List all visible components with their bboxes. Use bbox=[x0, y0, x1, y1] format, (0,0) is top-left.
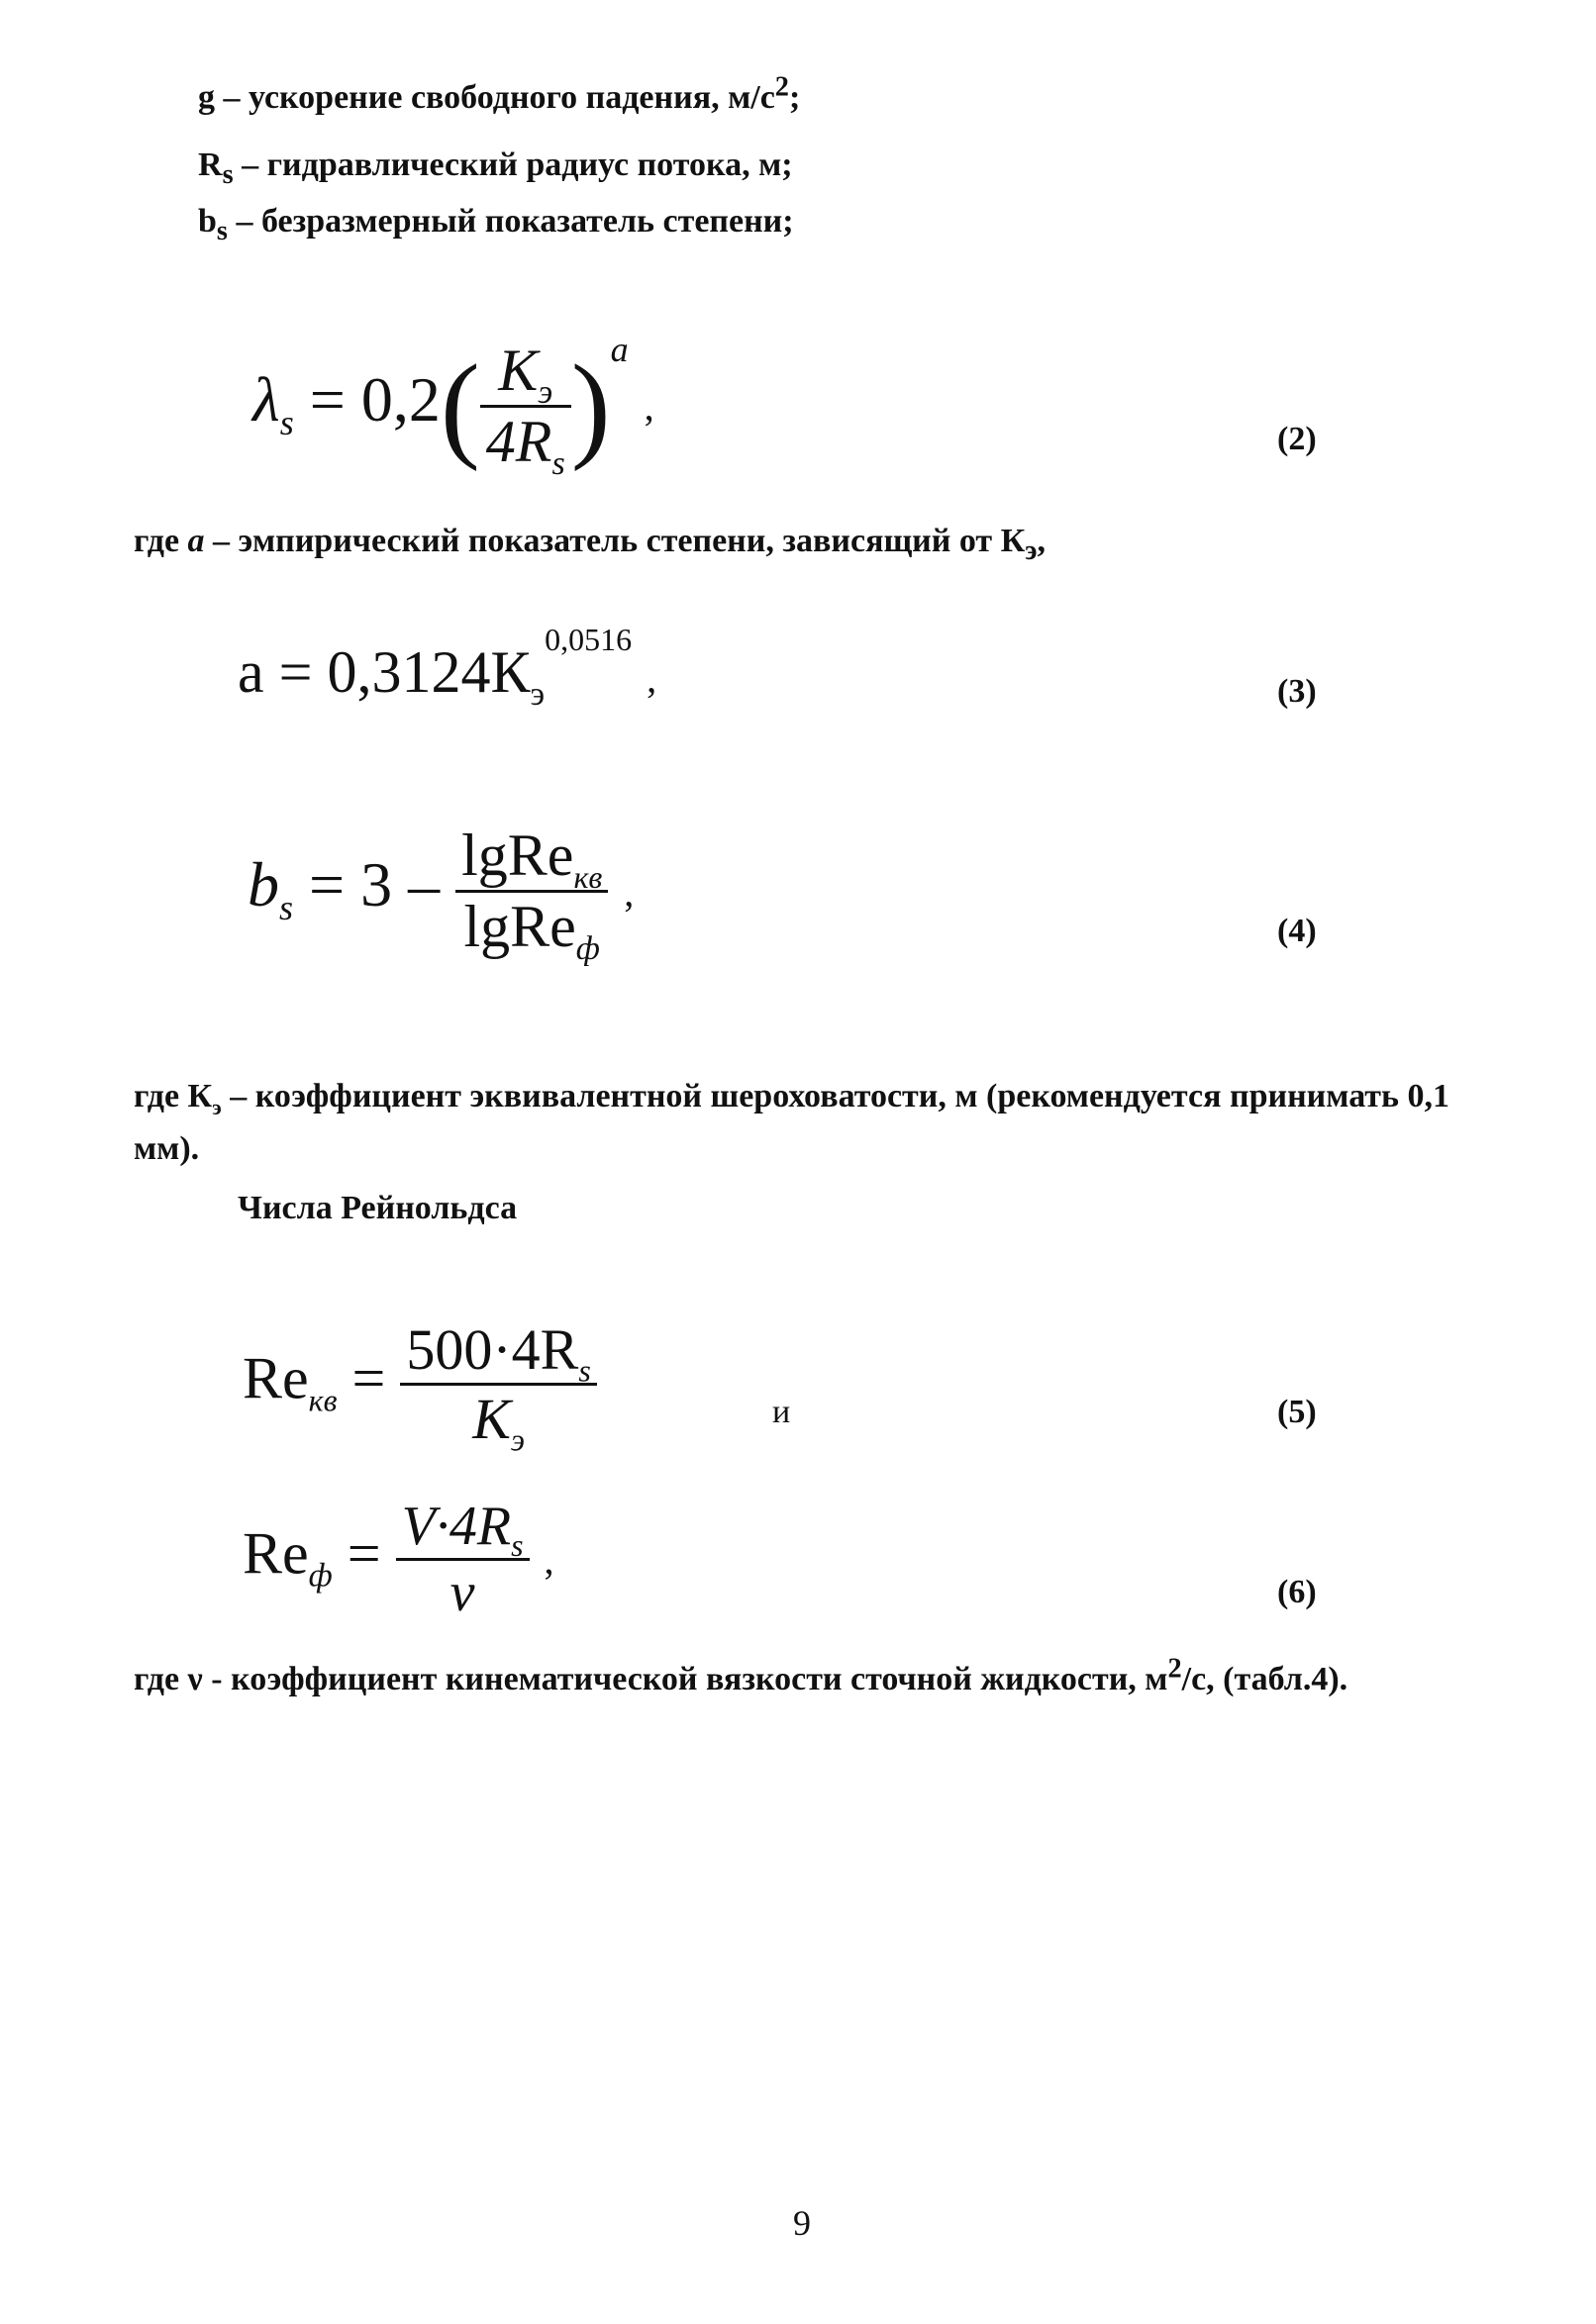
equation-2: $\lambda_s = 0,2$( $\frac{K_э}{4R_s}$ )$^a$ , bbox=[252, 330, 654, 482]
definition-rs: $R_s$ – гидравлический радиус потока, м; bbox=[198, 146, 793, 190]
equation-number-5: (5) bbox=[1277, 1394, 1317, 1430]
equation-6: $Re_ф$ = $\frac{V\cdot 4R_s}{\nu}$ , bbox=[243, 1496, 554, 1623]
page-number: 9 bbox=[793, 2203, 811, 2243]
equation-4: $b_s = 3$ – $\frac{lgRe_{кв}}{lgRe_ф}$ , bbox=[248, 823, 635, 967]
equation-number-3: (3) bbox=[1277, 673, 1317, 710]
text-k-definition: где $К_э$ – коэффициент эквивалентной шероховатости, м (рекомендуется принимать 0,1 bbox=[134, 1078, 1449, 1119]
text-a-definition: где a – эмпирический показатель степени, зависящий от $К_э$, bbox=[134, 523, 1046, 566]
definition-g: g – ускорение свободного падения, $м/с^2$; bbox=[198, 71, 801, 116]
text-k-continuation: мм). bbox=[134, 1130, 200, 1167]
equation-3: $a = 0,3124К_э^{0,0516}$ , bbox=[238, 622, 657, 713]
equation-number-2: (2) bbox=[1277, 421, 1317, 457]
equation-number-6: (6) bbox=[1277, 1574, 1317, 1610]
definition-bs: $b_s$ – безразмерный показатель степени; bbox=[198, 203, 794, 246]
equation-number-4: (4) bbox=[1277, 913, 1317, 949]
text-nu-definition: где ν - коэффициент кинематической вязкости сточной жидкости, $м^2/с$, (табл.4). bbox=[134, 1653, 1348, 1697]
reynolds-heading: Числа Рейнольдса bbox=[238, 1190, 518, 1226]
equation-5: $Re_{кв}$ = $\frac{500\cdot 4R_s}{K_э}$ bbox=[243, 1316, 597, 1452]
conjunction-and: и bbox=[772, 1394, 791, 1430]
